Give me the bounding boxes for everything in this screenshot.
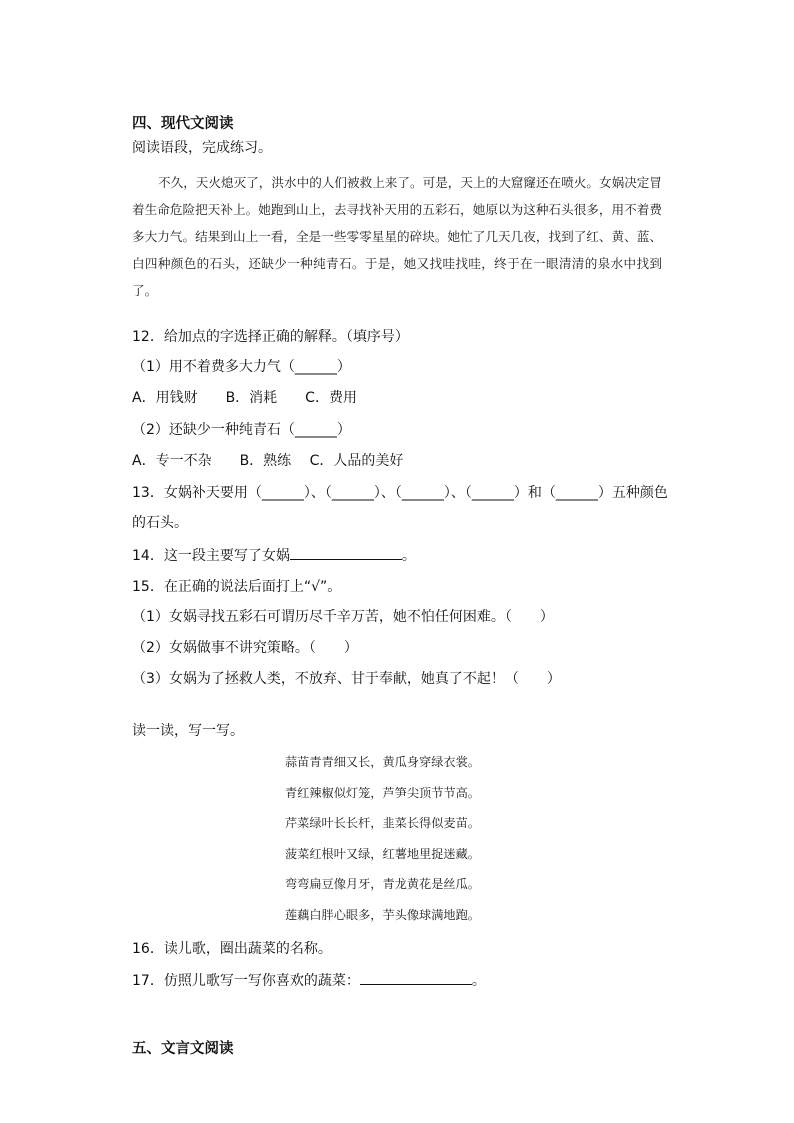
question-15-item2: （2）女娲做事不讲究策略。（ ） (132, 640, 358, 656)
question-12-sub1-options: A．用钱财 B．消耗 C．费用 (132, 390, 357, 406)
question-16: 16．读儿歌，圈出蔬菜的名称。 (132, 941, 332, 957)
poem-line: 菠菜红根叶又绿，红薯地里捉迷藏。 (285, 846, 480, 861)
poem-line: 蒜苗青青细又长，黄瓜身穿绿衣裳。 (285, 755, 480, 769)
question-15-item1: （1）女娲寻找五彩石可谓历尽千辛万苦，她不怕任何困难。（ ） (132, 609, 554, 625)
question-12-sub2: （2）还缺少一种纯青石（______） (132, 422, 351, 438)
question-17-suffix: 。 (471, 973, 486, 989)
question-14 (132, 546, 416, 565)
question-17 (132, 971, 486, 990)
question-13-line2: 的石头。 (132, 515, 188, 531)
question-17-prefix: 17．仿照儿歌写一写你喜欢的蔬菜： (132, 973, 360, 989)
question-12-sub2-options: A．专一不杂 B．熟练 C．人品的美好 (132, 453, 404, 469)
poem-line: 青红辣椒似灯笼，芦笋尖顶节节高。 (285, 785, 480, 800)
section-heading-5: 五、文言文阅读 (132, 1041, 234, 1057)
question-12-stem: 12．给加点的字选择正确的解释。（填序号） (132, 329, 409, 345)
question-14-prefix: 14．这一段主要写了女娲 (132, 548, 290, 564)
vegetable-poem (285, 753, 480, 936)
answer-blank[interactable] (360, 971, 472, 985)
question-12-sub1: （1）用不着费多大力气（______） (132, 359, 351, 375)
reading-instruction: 阅读语段，完成练习。 (132, 140, 272, 156)
poem-line: 芹菜绿叶长长杆，韭菜长得似麦苗。 (285, 816, 480, 830)
answer-blank[interactable] (290, 546, 402, 560)
question-13-line1: 13．女娲补天要用（______）、（______）、（______）、（______）和（______）五种颜色 (132, 485, 668, 501)
passage-paragraph: 不久，天火熄灭了，洪水中的人们被救上来了。可是，天上的大窟窿还在喷火。女娲决定冒着生命危险把天补上。她跑到山上，去寻找补天用的五彩石，她原以为这种石头很多，用不着费多大力气。结果到山上一看，全是一些零零星星的碎块。她忙了几天几夜，找到了红、黄、蓝、白四种颜色的石头，还缺少一种纯青石。于是，她又找哇找哇，终于在一眼清清的泉水中找到了。 (132, 175, 662, 298)
question-14-suffix: 。 (401, 548, 416, 564)
poem-line: 莲藕白胖心眼多，芋头像球满地跑。 (285, 907, 480, 922)
question-15-stem: 15．在正确的说法后面打上“√”。 (132, 579, 342, 595)
poem-line: 弯弯扁豆像月牙，青龙黄花是丝瓜。 (285, 877, 480, 891)
question-15-item3: （3）女娲为了拯救人类，不放弃、甘于奉献，她真了不起！（ ） (132, 671, 561, 687)
reading-section-title: 读一读，写一写。 (132, 723, 244, 739)
section-heading-4: 四、现代文阅读 (132, 116, 234, 132)
reading-passage (132, 169, 662, 304)
